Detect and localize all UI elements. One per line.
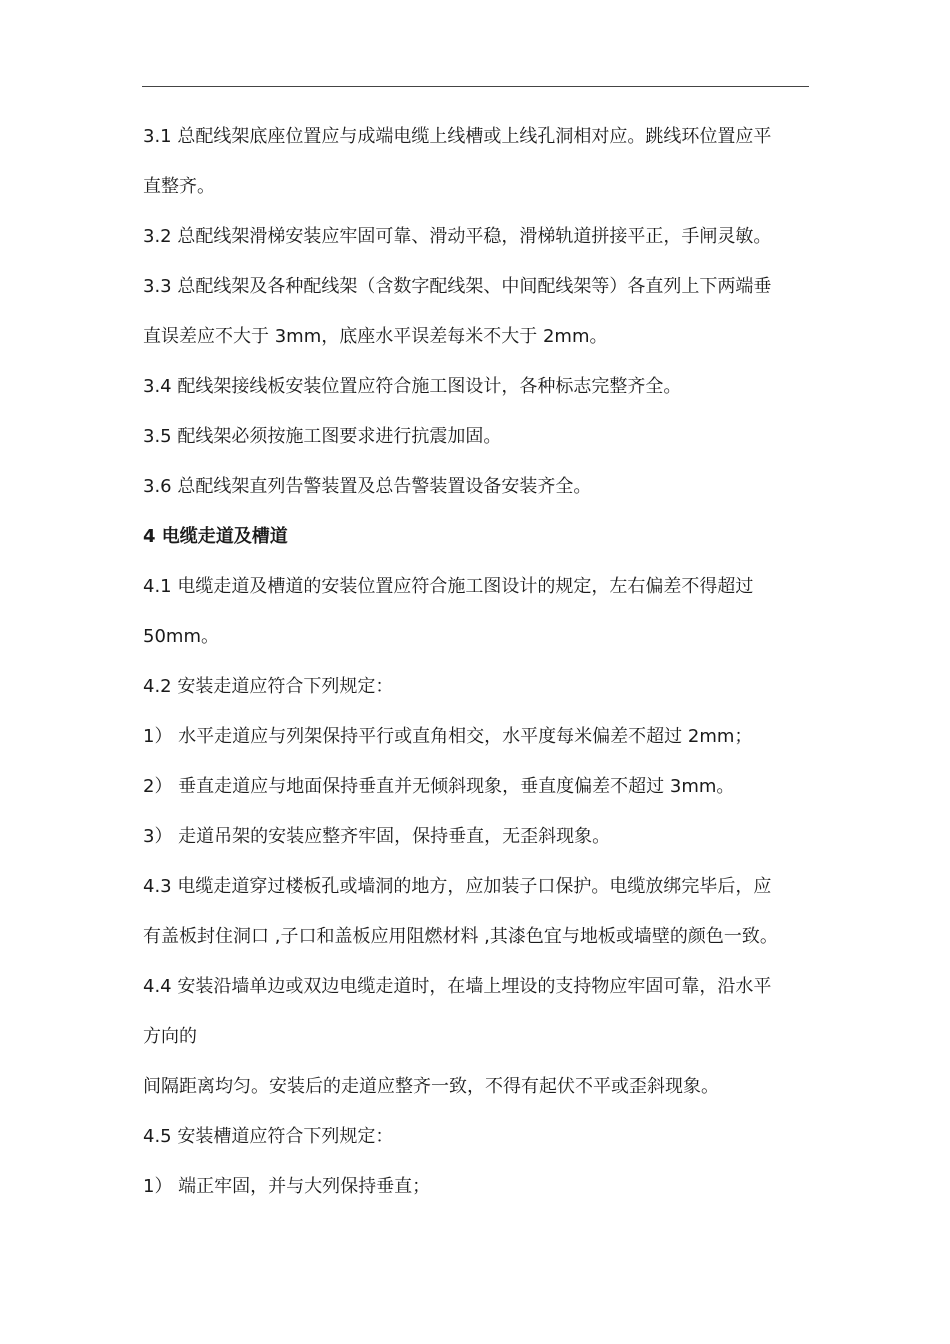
text-line: 4.3 电缆走道穿过楼板孔或墙洞的地方，应加装子口保护。电缆放绑完毕后，应: [143, 876, 772, 897]
text-line: 3.2 总配线架滑梯安装应牢固可靠、滑动平稳，滑梯轨道拼接平正，手闸灵敏。: [143, 226, 772, 247]
text-line: 3.6 总配线架直列告警装置及总告警装置设备安装齐全。: [143, 476, 592, 497]
text-line: 4.2 安装走道应符合下列规定：: [143, 676, 394, 697]
section-heading: 4 电缆走道及槽道: [143, 526, 288, 547]
text-line: 3.5 配线架必须按施工图要求进行抗震加固。: [143, 426, 502, 447]
text-line: 3.1 总配线架底座位置应与成端电缆上线槽或上线孔洞相对应。跳线环位置应平: [143, 126, 772, 147]
text-line: 方向的: [143, 1026, 197, 1047]
document-body: [143, 112, 813, 1212]
text-line: 直误差应不大于 3mm，底座水平误差每米不大于 2mm。: [143, 326, 608, 347]
text-line: 直整齐。: [143, 176, 215, 197]
list-item: 1） 端正牢固，并与大列保持垂直；: [143, 1176, 431, 1197]
list-item: 3） 走道吊架的安装应整齐牢固，保持垂直，无歪斜现象。: [143, 826, 611, 847]
text-line: 4.5 安装槽道应符合下列规定：: [143, 1126, 394, 1147]
text-line: 间隔距离均匀。安装后的走道应整齐一致，不得有起伏不平或歪斜现象。: [143, 1076, 719, 1097]
list-item: 2） 垂直走道应与地面保持垂直并无倾斜现象，垂直度偏差不超过 3mm。: [143, 776, 735, 797]
text-line: 有盖板封住洞口 ,子口和盖板应用阻燃材料 ,其漆色宜与地板或墙壁的颜色一致。: [143, 926, 778, 947]
text-line: 3.4 配线架接线板安装位置应符合施工图设计，各种标志完整齐全。: [143, 376, 682, 397]
text-line: 4.4 安装沿墙单边或双边电缆走道时，在墙上埋设的支持物应牢固可靠，沿水平: [143, 976, 772, 997]
list-item: 1） 水平走道应与列架保持平行或直角相交，水平度每米偏差不超过 2mm；: [143, 726, 753, 747]
text-line: 3.3 总配线架及各种配线架（含数字配线架、中间配线架等）各直列上下两端垂: [143, 276, 772, 297]
text-line: 50mm。: [143, 626, 219, 647]
text-line: 4.1 电缆走道及槽道的安装位置应符合施工图设计的规定，左右偏差不得超过: [143, 576, 754, 597]
header-rule: [142, 86, 809, 87]
